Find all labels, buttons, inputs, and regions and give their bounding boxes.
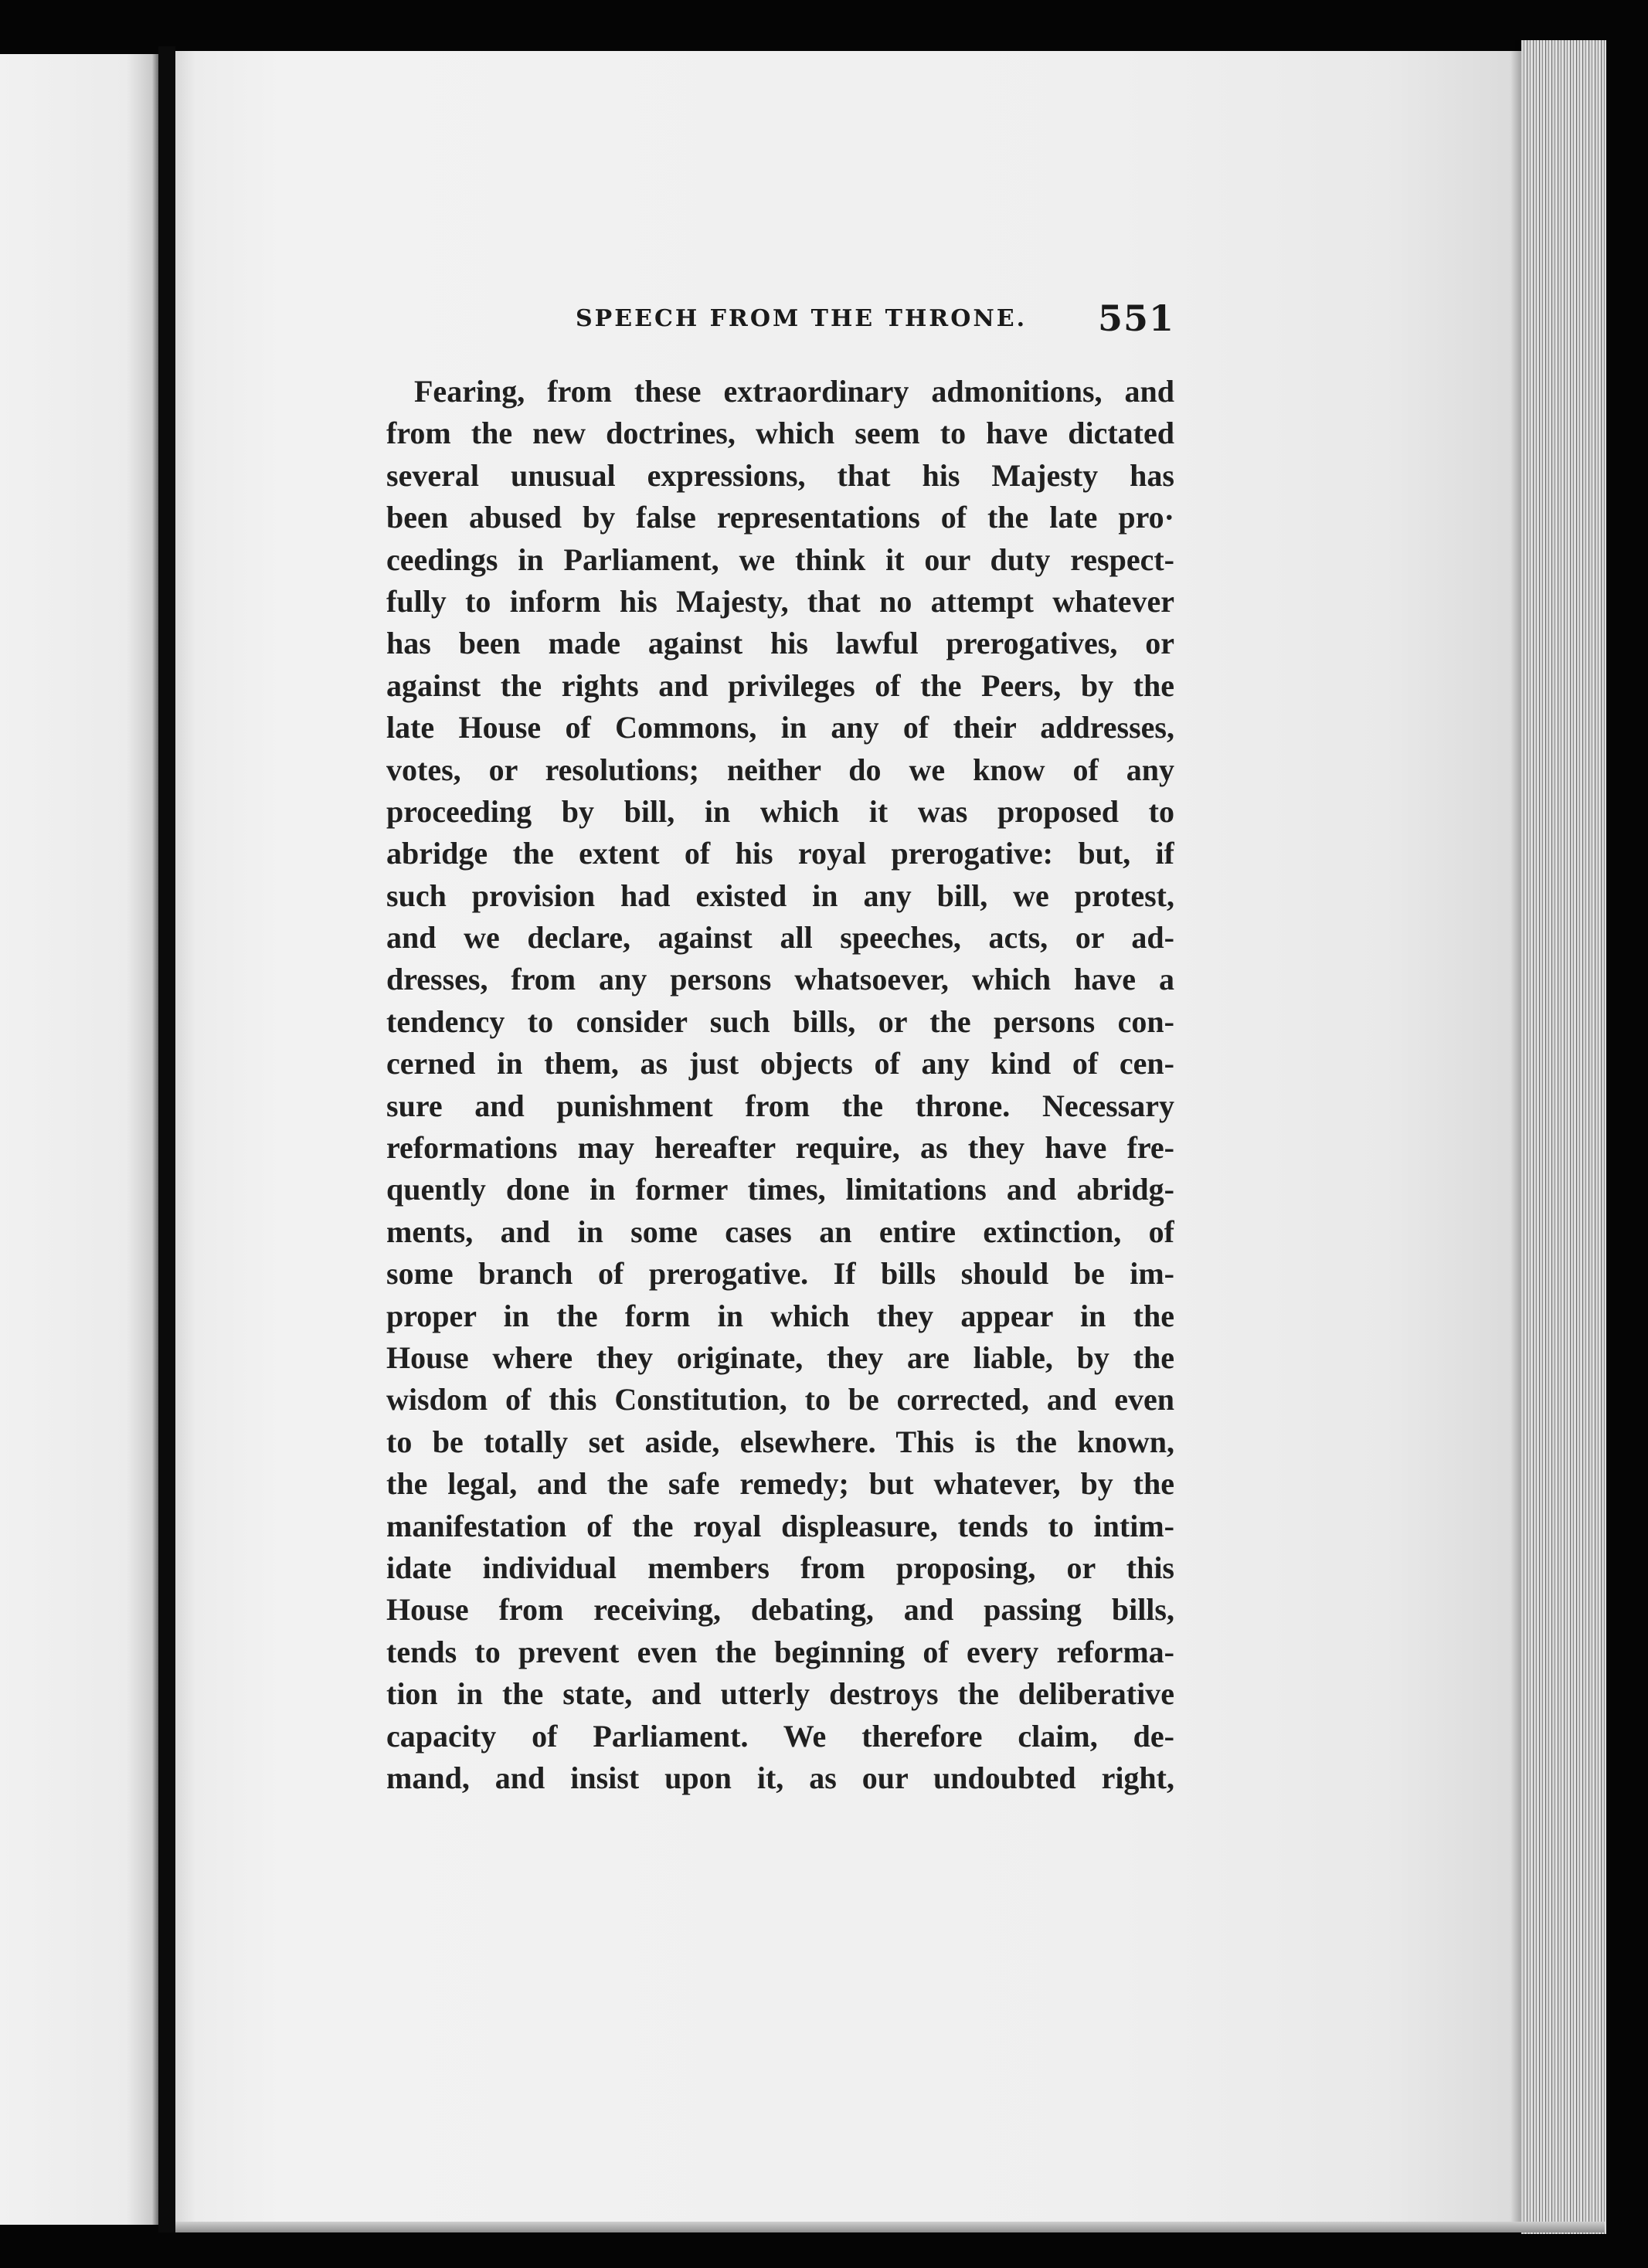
text-line: has been made against his lawful prerogatives, or <box>386 626 1174 661</box>
text-line: manifestation of the royal displeasure, tends to intim- <box>386 1508 1174 1543</box>
text-line: from the new doctrines, which seem to have dictated <box>386 416 1174 451</box>
text-line: quently done in former times, limitations and abridg- <box>386 1172 1174 1207</box>
text-line: tends to prevent even the beginning of every reforma- <box>386 1634 1174 1669</box>
text-line: some branch of prerogative. If bills should be im- <box>386 1256 1174 1292</box>
running-head-title: SPEECH FROM THE THRONE. <box>576 305 1028 332</box>
text-line: ments, and in some cases an entire extinction, of <box>386 1214 1174 1249</box>
text-line: votes, or resolutions; neither do we know of any <box>386 752 1174 787</box>
page-number: 551 <box>1097 297 1174 339</box>
text-line: fully to inform his Majesty, that no attempt whatever <box>386 583 1174 619</box>
text-line: proper in the form in which they appear in the <box>386 1298 1174 1333</box>
body-text <box>386 371 1174 1799</box>
running-head <box>386 297 1174 344</box>
text-line: been abused by false representations of the late pro· <box>386 500 1174 535</box>
previous-page-edge <box>0 54 158 2225</box>
text-line: House where they originate, they are liable, by the <box>386 1339 1174 1375</box>
text-line: and we declare, against all speeches, acts, or ad- <box>386 920 1174 956</box>
text-line: late House of Commons, in any of their addresses, <box>386 710 1174 745</box>
text-line: proceeding by bill, in which it was proposed to <box>386 793 1174 829</box>
book-gutter <box>158 46 175 2232</box>
text-line: reformations may hereafter require, as they have fre- <box>386 1130 1174 1166</box>
page-bottom-edge <box>175 2222 1605 2232</box>
text-line: mand, and insist upon it, as our undoubted right, <box>386 1760 1174 1795</box>
text-line: to be totally set aside, elsewhere. This is the known, <box>386 1424 1174 1459</box>
text-line: several unusual expressions, that his Majesty has <box>386 457 1174 493</box>
text-line: such provision had existed in any bill, we protest, <box>386 878 1174 913</box>
text-line: Fearing, from these extraordinary admonitions, and <box>414 374 1174 409</box>
text-line: dresses, from any persons whatsoever, which have a <box>386 962 1174 997</box>
text-line: idate individual members from proposing, or this <box>386 1550 1174 1585</box>
stacked-page-edges <box>1521 40 1606 2234</box>
text-line: tion in the state, and utterly destroys the deliberative <box>386 1676 1174 1712</box>
text-line: capacity of Parliament. We therefore claim, de- <box>386 1718 1174 1754</box>
text-line: cerned in them, as just objects of any kind of cen- <box>386 1046 1174 1081</box>
text-line: tendency to consider such bills, or the persons con- <box>386 1003 1174 1039</box>
text-line: against the rights and privileges of the Peers, by the <box>386 667 1174 703</box>
text-line: ceedings in Parliament, we think it our duty respect- <box>386 542 1174 577</box>
text-line: sure and punishment from the throne. Necessary <box>386 1088 1174 1123</box>
text-line: the legal, and the safe remedy; but whatever, by the <box>386 1466 1174 1502</box>
text-line: House from receiving, debating, and passing bills, <box>386 1592 1174 1628</box>
text-line: wisdom of this Constitution, to be corrected, and even <box>386 1382 1174 1418</box>
text-line: abridge the extent of his royal prerogative: but, if <box>386 836 1174 871</box>
